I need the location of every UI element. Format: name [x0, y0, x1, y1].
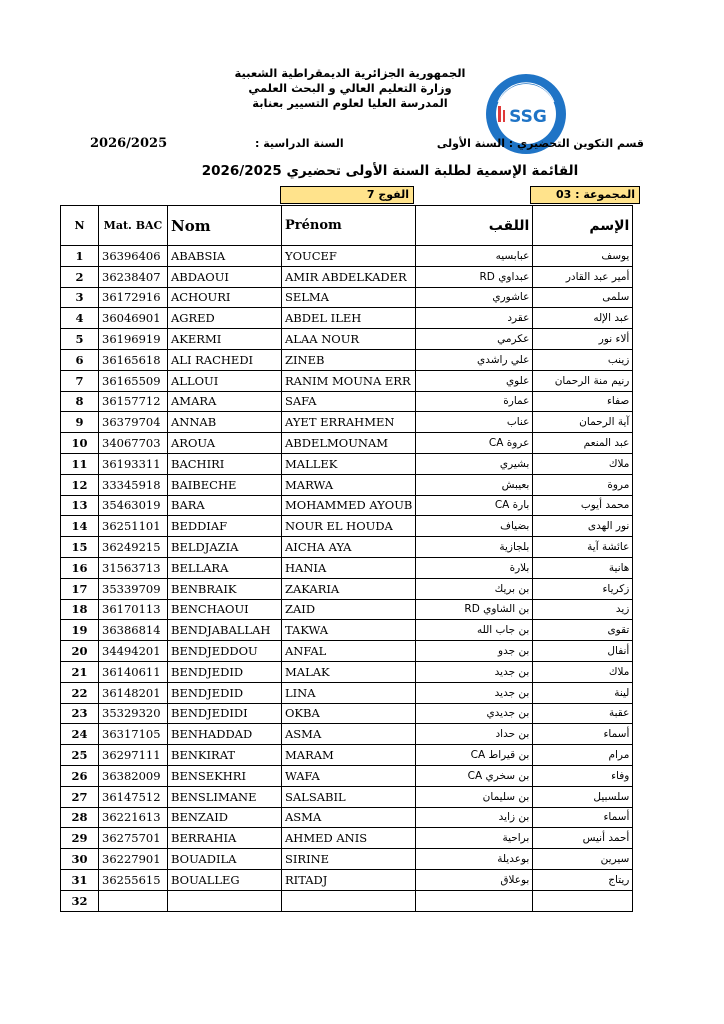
cell-prenom: HANIA: [282, 557, 416, 578]
cell-number: 3: [61, 287, 99, 308]
cell-ism: آية الرحمان: [533, 412, 633, 433]
cell-mat-bac: 36379704: [99, 412, 168, 433]
cell-number: 31: [61, 869, 99, 890]
table-row: [61, 537, 633, 558]
cell-mat-bac: 31563713: [99, 557, 168, 578]
cell-nom: BELLARA: [168, 557, 282, 578]
cell-ism: هانية: [533, 557, 633, 578]
cell-mat-bac: [99, 890, 168, 911]
cell-laqab: بوعديلة: [416, 849, 533, 870]
cell-number: 5: [61, 329, 99, 350]
cell-mat-bac: 36386814: [99, 620, 168, 641]
cell-number: 12: [61, 474, 99, 495]
cell-mat-bac: 36148201: [99, 682, 168, 703]
cell-mat-bac: 36140611: [99, 661, 168, 682]
cell-number: 24: [61, 724, 99, 745]
col-header-laqab: اللقب: [416, 206, 533, 246]
table-row: [61, 266, 633, 287]
cell-mat-bac: 36255615: [99, 869, 168, 890]
cell-number: 20: [61, 641, 99, 662]
cell-ism: يوسف: [533, 246, 633, 267]
cell-nom: ABDAOUI: [168, 266, 282, 287]
cell-prenom: SIRINE: [282, 849, 416, 870]
cell-nom: BARA: [168, 495, 282, 516]
cell-nom: AKERMI: [168, 329, 282, 350]
cell-ism: [533, 890, 633, 911]
student-roster-table: [60, 205, 633, 912]
cell-mat-bac: 36221613: [99, 807, 168, 828]
cell-ism: سلمى: [533, 287, 633, 308]
cell-prenom: NOUR EL HOUDA: [282, 516, 416, 537]
cell-laqab: عبداوي RD: [416, 266, 533, 287]
cell-number: 32: [61, 890, 99, 911]
table-row: [61, 308, 633, 329]
cell-ism: عقبة: [533, 703, 633, 724]
table-row: [61, 557, 633, 578]
cell-nom: BERRAHIA: [168, 828, 282, 849]
cell-number: 11: [61, 453, 99, 474]
table-row: [61, 786, 633, 807]
cell-mat-bac: 36297111: [99, 745, 168, 766]
cell-mat-bac: 36046901: [99, 308, 168, 329]
cell-prenom: SALSABIL: [282, 786, 416, 807]
cell-ism: ملاك: [533, 661, 633, 682]
table-row: [61, 703, 633, 724]
cell-ism: أسماء: [533, 807, 633, 828]
roster-body: [61, 246, 633, 912]
cell-mat-bac: 36157712: [99, 391, 168, 412]
cell-nom: BENCHAOUI: [168, 599, 282, 620]
group-badge: المجموعة : 03: [530, 186, 640, 204]
cell-laqab: علي راشدي: [416, 349, 533, 370]
table-row: [61, 745, 633, 766]
cell-number: 8: [61, 391, 99, 412]
col-header-nom: Nom: [168, 206, 282, 246]
cell-ism: محمد أيوب: [533, 495, 633, 516]
cell-laqab: بوعلاق: [416, 869, 533, 890]
cell-prenom: ALAA NOUR: [282, 329, 416, 350]
cell-nom: BACHIRI: [168, 453, 282, 474]
table-row: [61, 412, 633, 433]
cell-nom: BENBRAIK: [168, 578, 282, 599]
cell-laqab: بشيري: [416, 453, 533, 474]
cell-number: 10: [61, 433, 99, 454]
table-row: [61, 391, 633, 412]
cell-prenom: AICHA AYA: [282, 537, 416, 558]
cell-ism: زينب: [533, 349, 633, 370]
cell-ism: لينة: [533, 682, 633, 703]
col-header-n: N: [61, 206, 99, 246]
cell-mat-bac: 33345918: [99, 474, 168, 495]
cell-number: 13: [61, 495, 99, 516]
cell-laqab: بضياف: [416, 516, 533, 537]
academic-year-label: السنة الدراسية :: [255, 137, 344, 150]
cell-mat-bac: 36275701: [99, 828, 168, 849]
cell-number: 4: [61, 308, 99, 329]
cell-prenom: MALLEK: [282, 453, 416, 474]
cell-prenom: YOUCEF: [282, 246, 416, 267]
cell-prenom: TAKWA: [282, 620, 416, 641]
cell-prenom: RANIM MOUNA ERR: [282, 370, 416, 391]
cell-nom: BENDJEDDOU: [168, 641, 282, 662]
cell-laqab: [416, 890, 533, 911]
cell-number: 1: [61, 246, 99, 267]
cell-mat-bac: 36249215: [99, 537, 168, 558]
cell-number: 25: [61, 745, 99, 766]
cell-laqab: بعيبش: [416, 474, 533, 495]
cell-ism: عائشة آية: [533, 537, 633, 558]
cell-mat-bac: 36227901: [99, 849, 168, 870]
logo-text: SSG: [509, 107, 547, 127]
col-header-ism: الإسم: [533, 206, 633, 246]
cell-laqab: عروة CA: [416, 433, 533, 454]
cell-laqab: علوي: [416, 370, 533, 391]
cell-number: 26: [61, 765, 99, 786]
cell-nom: AGRED: [168, 308, 282, 329]
col-header-mat-bac: Mat. BAC: [99, 206, 168, 246]
institution-header: [230, 66, 470, 111]
table-row: [61, 869, 633, 890]
cell-nom: BOUALLEG: [168, 869, 282, 890]
cell-nom: BENHADDAD: [168, 724, 282, 745]
cell-ism: سلسبيل: [533, 786, 633, 807]
cell-number: 28: [61, 807, 99, 828]
cell-mat-bac: 36165509: [99, 370, 168, 391]
cell-mat-bac: 36165618: [99, 349, 168, 370]
cell-laqab: بن جاب الله: [416, 620, 533, 641]
cell-ism: أحمد أنيس: [533, 828, 633, 849]
cell-number: 16: [61, 557, 99, 578]
cell-nom: AMARA: [168, 391, 282, 412]
section-badge: الفوج 7: [280, 186, 414, 204]
cell-prenom: AMIR ABDELKADER: [282, 266, 416, 287]
cell-mat-bac: 36317105: [99, 724, 168, 745]
cell-laqab: براحية: [416, 828, 533, 849]
cell-prenom: ZAKARIA: [282, 578, 416, 599]
cell-number: 18: [61, 599, 99, 620]
cell-ism: أسماء: [533, 724, 633, 745]
table-row: [61, 349, 633, 370]
cell-laqab: بلارة: [416, 557, 533, 578]
cell-prenom: MALAK: [282, 661, 416, 682]
cell-prenom: RITADJ: [282, 869, 416, 890]
cell-nom: ANNAB: [168, 412, 282, 433]
table-row: [61, 620, 633, 641]
cell-ism: سيرين: [533, 849, 633, 870]
cell-prenom: ASMA: [282, 724, 416, 745]
cell-prenom: LINA: [282, 682, 416, 703]
cell-nom: AROUA: [168, 433, 282, 454]
table-row: [61, 578, 633, 599]
cell-nom: BENZAID: [168, 807, 282, 828]
cell-nom: BEDDIAF: [168, 516, 282, 537]
table-row: [61, 682, 633, 703]
cell-mat-bac: 36147512: [99, 786, 168, 807]
table-row: [61, 433, 633, 454]
cell-ism: نور الهدى: [533, 516, 633, 537]
table-row: [61, 765, 633, 786]
cell-ism: عبد المنعم: [533, 433, 633, 454]
cell-ism: صفاء: [533, 391, 633, 412]
cell-prenom: ABDEL ILEH: [282, 308, 416, 329]
table-header-row: [61, 206, 633, 246]
cell-ism: ملاك: [533, 453, 633, 474]
cell-number: 9: [61, 412, 99, 433]
cell-number: 7: [61, 370, 99, 391]
list-title: القائمة الإسمية لطلبة السنة الأولى تحضيري 2026/2025: [201, 163, 579, 179]
cell-mat-bac: 34494201: [99, 641, 168, 662]
table-row: [61, 807, 633, 828]
cell-number: 27: [61, 786, 99, 807]
cell-laqab: بن جديدي: [416, 703, 533, 724]
cell-number: 30: [61, 849, 99, 870]
cell-number: 19: [61, 620, 99, 641]
cell-laqab: بن جدو: [416, 641, 533, 662]
cell-ism: أمير عبد القادر: [533, 266, 633, 287]
cell-mat-bac: 36172916: [99, 287, 168, 308]
cell-ism: أنفال: [533, 641, 633, 662]
cell-laqab: بن سليمان: [416, 786, 533, 807]
header-line-ministry: وزارة التعليم العالي و البحث العلمي: [248, 81, 452, 95]
academic-year-value: 2026/2025: [90, 136, 168, 151]
cell-laqab: بن بريك: [416, 578, 533, 599]
cell-laqab: بن جديد: [416, 682, 533, 703]
cell-laqab: عبابسيه: [416, 246, 533, 267]
cell-ism: ألاء نور: [533, 329, 633, 350]
cell-ism: وفاء: [533, 765, 633, 786]
cell-prenom: AHMED ANIS: [282, 828, 416, 849]
department-label: قسم التكوين التحضيري : السنة الأولى: [436, 137, 644, 150]
table-row: [61, 890, 633, 911]
table-row: [61, 453, 633, 474]
table-row: [61, 246, 633, 267]
cell-laqab: بن قيراط CA: [416, 745, 533, 766]
cell-prenom: MOHAMMED AYOUB: [282, 495, 416, 516]
cell-mat-bac: 34067703: [99, 433, 168, 454]
cell-nom: ABABSIA: [168, 246, 282, 267]
cell-laqab: بن الشاوي RD: [416, 599, 533, 620]
cell-nom: ACHOURI: [168, 287, 282, 308]
cell-nom: BOUADILA: [168, 849, 282, 870]
cell-number: 6: [61, 349, 99, 370]
cell-nom: ALLOUI: [168, 370, 282, 391]
cell-laqab: عناب: [416, 412, 533, 433]
cell-ism: مرام: [533, 745, 633, 766]
cell-nom: [168, 890, 282, 911]
cell-laqab: بن حداد: [416, 724, 533, 745]
cell-prenom: WAFA: [282, 765, 416, 786]
table-row: [61, 495, 633, 516]
header-line-school: المدرسة العليا لعلوم التسيير بعنابة: [252, 96, 448, 110]
cell-ism: رنيم منة الرحمان: [533, 370, 633, 391]
cell-mat-bac: 35339709: [99, 578, 168, 599]
cell-laqab: عكرمي: [416, 329, 533, 350]
cell-nom: BENDJEDID: [168, 682, 282, 703]
cell-ism: ريتاج: [533, 869, 633, 890]
cell-mat-bac: 36382009: [99, 765, 168, 786]
cell-prenom: OKBA: [282, 703, 416, 724]
cell-prenom: SAFA: [282, 391, 416, 412]
cell-number: 14: [61, 516, 99, 537]
cell-ism: عبد الإله: [533, 308, 633, 329]
cell-laqab: بن سخري CA: [416, 765, 533, 786]
cell-number: 23: [61, 703, 99, 724]
cell-mat-bac: 36193311: [99, 453, 168, 474]
cell-mat-bac: 36196919: [99, 329, 168, 350]
cell-number: 22: [61, 682, 99, 703]
cell-prenom: [282, 890, 416, 911]
table-row: [61, 474, 633, 495]
cell-laqab: بن زايد: [416, 807, 533, 828]
cell-laqab: عمارة: [416, 391, 533, 412]
cell-mat-bac: 36251101: [99, 516, 168, 537]
cell-number: 2: [61, 266, 99, 287]
cell-number: 21: [61, 661, 99, 682]
cell-ism: تقوى: [533, 620, 633, 641]
cell-nom: BENSLIMANE: [168, 786, 282, 807]
cell-laqab: بن جديد: [416, 661, 533, 682]
table-row: [61, 724, 633, 745]
cell-ism: زيد: [533, 599, 633, 620]
col-header-prenom: Prénom: [282, 206, 416, 246]
cell-nom: BENDJEDIDI: [168, 703, 282, 724]
cell-laqab: عاشوري: [416, 287, 533, 308]
table-row: [61, 516, 633, 537]
table-row: [61, 329, 633, 350]
cell-nom: BENDJEDID: [168, 661, 282, 682]
cell-nom: BENSEKHRI: [168, 765, 282, 786]
cell-laqab: بلجازية: [416, 537, 533, 558]
cell-prenom: ZAID: [282, 599, 416, 620]
cell-nom: BENKIRAT: [168, 745, 282, 766]
cell-laqab: عقرد: [416, 308, 533, 329]
cell-prenom: ANFAL: [282, 641, 416, 662]
cell-mat-bac: 35463019: [99, 495, 168, 516]
cell-nom: BAIBECHE: [168, 474, 282, 495]
cell-number: 17: [61, 578, 99, 599]
cell-laqab: بارة CA: [416, 495, 533, 516]
cell-ism: مروة: [533, 474, 633, 495]
cell-mat-bac: 36396406: [99, 246, 168, 267]
table-row: [61, 849, 633, 870]
cell-nom: ALI RACHEDI: [168, 349, 282, 370]
table-row: [61, 370, 633, 391]
table-row: [61, 828, 633, 849]
cell-prenom: SELMA: [282, 287, 416, 308]
table-row: [61, 641, 633, 662]
cell-number: 29: [61, 828, 99, 849]
cell-prenom: ZINEB: [282, 349, 416, 370]
cell-number: 15: [61, 537, 99, 558]
header-line-republic: الجمهورية الجزائرية الديمقراطية الشعبية: [234, 66, 466, 80]
cell-prenom: MARWA: [282, 474, 416, 495]
cell-prenom: ASMA: [282, 807, 416, 828]
cell-prenom: AYET ERRAHMEN: [282, 412, 416, 433]
table-row: [61, 287, 633, 308]
cell-prenom: ABDELMOUNAM: [282, 433, 416, 454]
cell-mat-bac: 36170113: [99, 599, 168, 620]
cell-mat-bac: 35329320: [99, 703, 168, 724]
table-row: [61, 661, 633, 682]
cell-ism: زكرياء: [533, 578, 633, 599]
cell-mat-bac: 36238407: [99, 266, 168, 287]
cell-nom: BENDJABALLAH: [168, 620, 282, 641]
table-row: [61, 599, 633, 620]
cell-nom: BELDJAZIA: [168, 537, 282, 558]
cell-prenom: MARAM: [282, 745, 416, 766]
